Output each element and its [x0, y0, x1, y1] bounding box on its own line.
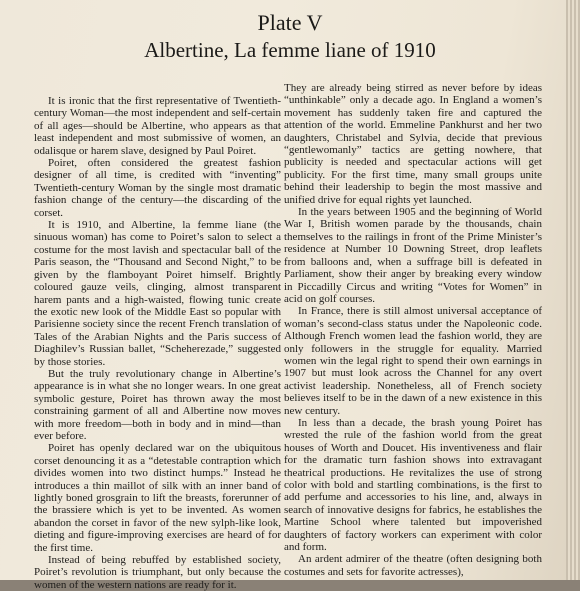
- paragraph: Poiret, often considered the greatest fashion designer of all time, is credited with “inventing” Twentieth-century Woman by the single most dramatic fashion change of the century—the discarding of the corset.: [34, 157, 281, 219]
- paragraph: In less than a decade, the brash young Poiret has wrested the rule of the fashion world from the great houses of Worth and Doucet. His inventiveness and flair for the dramatic turn fashion shows into extravagant theatrical productions. He revitalizes the use of strong color with bold and startling combinations, is the first to add perfume and accessories to his line, and, always in search of innovative designs for fabrics, he establishes the Martine School where talented but impoverished daughters of factory workers can experiment with color and form.: [284, 416, 542, 554]
- left-column: [34, 95, 281, 591]
- paragraph: Poiret has openly declared war on the ubiquitous corset denouncing it as a “detestable contraption which divides women into two distinct humps.” Instead he introduces a thin maillot of silk with an inner band of lightly boned grosgrain to lift the breasts, forerunner of the brassiere which is yet to be invented. As women abandon the corset in favor of the new sylph-like look, dieting and figure-improving exercises are heard of for the first time.: [34, 442, 281, 554]
- paragraph: But the truly revolutionary change in Albertine’s appearance is in what she no longer wears. In one great symbolic gesture, Poiret has thrown away the most constraining garment of all and Albertine now moves with more freedom—both in body and in mind—than ever before.: [34, 367, 281, 442]
- paragraph: In the years between 1905 and the beginning of World War I, British women parade by the thousands, chain themselves to the railings in front of the Prime Minister’s residence at Number 10 Downing Street, drop leaflets from balloons and, when a suffrage bill is defeated in Parliament, show their anger by breaking every window in Piccadilly Circus and writing “Votes for Women” in acid on golf courses.: [284, 206, 542, 305]
- paragraph: Instead of being rebuffed by established society, Poiret’s revolution is triumphant, but only because the women of the western nations are ready for it.: [34, 554, 281, 591]
- page-edge: [566, 0, 580, 580]
- paragraph: It is ironic that the first representative of Twentieth-century Woman—the most independent and self-certain of all ages—should be Albertine, who appears as that least independent and most submissive of women, an odalisque or harem slave, designed by Paul Poiret.: [34, 95, 281, 157]
- page-header: [0, 10, 580, 64]
- right-column: [284, 82, 542, 578]
- paragraph: It is 1910, and Albertine, la femme liane (the sinuous woman) has come to Poiret’s salon to select a costume for the most lavish and spectacular ball of the Paris season, the “Thousand and Second Night,” to be given by the flamboyant Poiret himself. Brightly coloured gauze veils, clinging, almost transparent harem pants and a high-waisted, flowing tunic create the exotic new look of the Middle East so popular with Parisienne society since the recent French translation of Tales of the Arabian Nights and the Paris success of Diaghilev’s Russian ballet, “Scheherezade,” suggested by those stories.: [34, 219, 281, 368]
- paragraph: An ardent admirer of the theatre (often designing both costumes and sets for favorite actresses),: [284, 553, 542, 578]
- plate-title: Albertine, La femme liane of 1910: [144, 38, 436, 62]
- paragraph: They are already being stirred as never before by ideas “unthinkable” only a decade ago. In England a women’s movement has suddenly taken fire and captured the attention of the world. Emmeline Pankhurst and her two daughters, Christabel and Sylvia, decide that previous “gentlewomanly” tactics are getting nowhere, that publicity is needed and spectacular actions will get publicity. For the first time, many small groups unite behind their leadership to begin the most massive and unified drive for equal rights yet launched.: [284, 82, 542, 206]
- plate-number: Plate V: [257, 10, 323, 35]
- paragraph: In France, there is still almost universal acceptance of woman’s second-class status under the Napoleonic code. Although French women lead the fashion world, they are only followers in the struggle for equality. Married women win the legal right to spend their own earnings in 1907 but must look across the Channel for any overt activist leadership. Nonetheless, all of French society believes itself to be in the dawn of a new existence in this new century.: [284, 305, 542, 417]
